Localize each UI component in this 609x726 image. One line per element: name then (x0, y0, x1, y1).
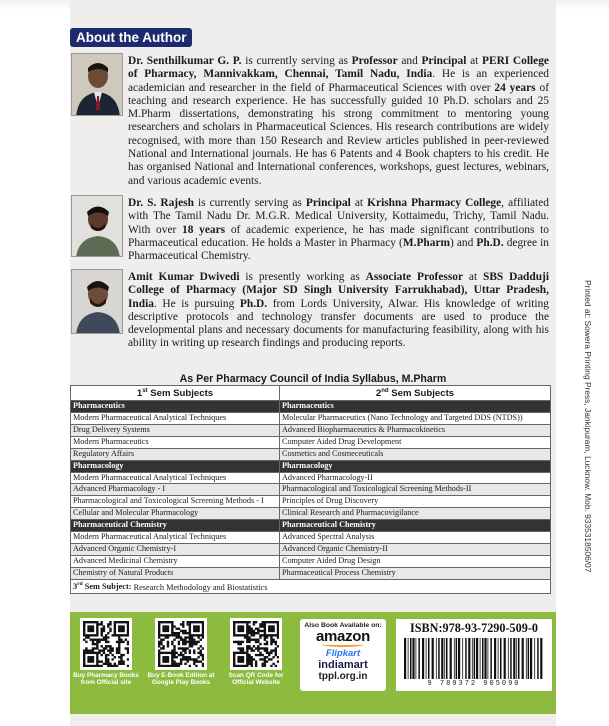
subject-cell: Advanced Medicinal Chemistry (71, 555, 280, 567)
subject-cell: Advanced Biopharmaceutics & Pharmacokinetics (280, 424, 551, 436)
qr-caption-3: Scan QR Code for Official Website (228, 672, 284, 687)
qr-code-2[interactable] (155, 618, 207, 670)
syllabus-table (70, 385, 551, 594)
category-cell: Pharmaceutical Chemistry (280, 520, 551, 532)
qr-caption-2: Buy E-Book Edition at Google Play Books (147, 672, 215, 687)
category-cell: Pharmacology (280, 460, 551, 472)
subject-cell: Regulatory Affairs (71, 448, 280, 460)
subject-cell: Modern Pharmaceutical Analytical Techniques (71, 472, 280, 484)
flipkart-logo[interactable]: Flipkart (325, 648, 361, 659)
barcode (402, 638, 544, 679)
category-row (71, 401, 551, 413)
qr-code-1[interactable] (80, 618, 132, 670)
table-row (71, 496, 551, 508)
author-bio-1: Dr. Senthilkumar G. P. is currently serving as Professor and Principal at PERI College of Pharmacy, Mannivakkam, Chennai, Tamil Nadu, India. He is an experienced academician and researcher in the field of Pharmaceutical Sciences with over 24 years of teaching and research experience. He has successfully guided 10 Ph.D. scholars and 25 M.Pharm dissertations, demonstrating his strong commitment to mentoring young researchers and scholars in Pharmaceutical Sciences. His research contributions are widely recognised, with more than 150 Research and Review articles published in peer-reviewed National and International journals. He has 6 Patents and 4 Book chapters to his credit. He has organised National and International conferences, workshops, guest lectures, webinars, and various academic events. (128, 55, 550, 187)
subject-cell: Molecular Pharmaceutics (Nano Technology and Targeted DDS (NTDS)) (280, 413, 551, 425)
subject-cell: Modern Pharmaceutical Analytical Techniques (71, 413, 280, 425)
amazon-logo[interactable]: amazon (315, 628, 371, 645)
subject-cell: Chemistry of Natural Products (71, 567, 280, 579)
sem2-header: 2nd Sem Subjects (280, 386, 551, 401)
third-sem-row (71, 579, 551, 594)
subject-cell: Principles of Drug Discovery (280, 496, 551, 508)
table-row (71, 543, 551, 555)
author-photo-3 (71, 269, 123, 334)
subject-cell: Cosmetics and Cosmeceuticals (280, 448, 551, 460)
author-photo-1 (71, 53, 123, 116)
table-row (71, 508, 551, 520)
subject-cell: Computer Aided Drug Development (280, 436, 551, 448)
subject-cell: Drug Delivery Systems (71, 424, 280, 436)
subject-cell: Modern Pharmaceutics (71, 436, 280, 448)
table-row (71, 567, 551, 579)
category-cell: Pharmaceutics (71, 401, 280, 413)
author-bio-3: Amit Kumar Dwivedi is presently working as Associate Professor at SBS Dadduji College of Pharmacy (Major SD Singh University Farrukhabad), Uttar Pradesh, India. He is pursuing Ph.D. from Lords University, Alwar. His knowledge of writing descriptive protocols and technology transfer documents are used to produce the developmental plans and necessary documents for manufacturing feasibility, along with his ability in writing up research findings and producing reports. (128, 271, 550, 350)
subject-cell: Pharmaceutical Process Chemistry (280, 567, 551, 579)
printer-credit: Printed at: Sowera Printing Press, Jankipuram, Lucknow. Mob. 9335318506/07 (583, 280, 593, 573)
subject-cell: Advanced Pharmacology - I (71, 484, 280, 496)
indiamart-logo[interactable]: indiamart (318, 659, 368, 671)
subject-cell: Advanced Organic Chemistry-II (280, 543, 551, 555)
about-author-heading: About the Author (70, 28, 192, 47)
table-row (71, 555, 551, 567)
category-cell: Pharmaceutics (280, 401, 551, 413)
available-heading: Also Book Available on: (304, 622, 382, 629)
subject-cell: Computer Aided Drug Design (280, 555, 551, 567)
subject-cell: Pharmacological and Toxicological Screening Methods - I (71, 496, 280, 508)
syllabus-header-row (71, 386, 551, 401)
syllabus-title: As Per Pharmacy Council of India Syllabus, M.Pharm (179, 373, 447, 385)
table-row (71, 413, 551, 425)
table-row (71, 532, 551, 544)
table-row (71, 472, 551, 484)
isbn-box (396, 619, 552, 691)
tppl-link[interactable]: tppl.org.in (318, 671, 368, 682)
third-sem-cell: 3rd Sem Subject: Research Methodology and Biostatistics (71, 579, 551, 594)
table-row (71, 436, 551, 448)
subject-cell: Advanced Spectral Analysis (280, 532, 551, 544)
table-row (71, 484, 551, 496)
subject-cell: Advanced Organic Chemistry-I (71, 543, 280, 555)
subject-cell: Cellular and Molecular Pharmacology (71, 508, 280, 520)
author-bio-2: Dr. S. Rajesh is currently serving as Principal at Krishna Pharmacy College, affiliated with The Tamil Nadu Dr. M.G.R. Medical University, Kottaimedu, Trichy, Tamil Nadu. With over 18 years of academic experience, he has made significant contributions to Pharmaceutical education. He holds a Master in Pharmacy (M.Pharm) and Ph.D. degree in Pharmaceutical Chemistry. (128, 197, 550, 263)
isbn-text: ISBN:978-93-7290-509-0 (410, 621, 538, 635)
subject-cell: Pharmacological and Toxicological Screening Methods-II (280, 484, 551, 496)
table-row (71, 424, 551, 436)
author-photo-2 (71, 195, 123, 257)
subject-cell: Clinical Research and Pharmacovigilance (280, 508, 551, 520)
qr-code-3[interactable] (230, 618, 282, 670)
category-row (71, 460, 551, 472)
available-on-box (300, 619, 386, 691)
category-cell: Pharmaceutical Chemistry (71, 520, 280, 532)
barcode-digits: 9 789372 905090 (427, 680, 521, 688)
category-cell: Pharmacology (71, 460, 280, 472)
qr-caption-1: Buy Pharmacy Books from Official site (73, 672, 139, 687)
subject-cell: Modern Pharmaceutical Analytical Techniques (71, 532, 280, 544)
sem1-header: 1st Sem Subjects (71, 386, 280, 401)
category-row (71, 520, 551, 532)
table-row (71, 448, 551, 460)
subject-cell: Advanced Pharmacology-II (280, 472, 551, 484)
